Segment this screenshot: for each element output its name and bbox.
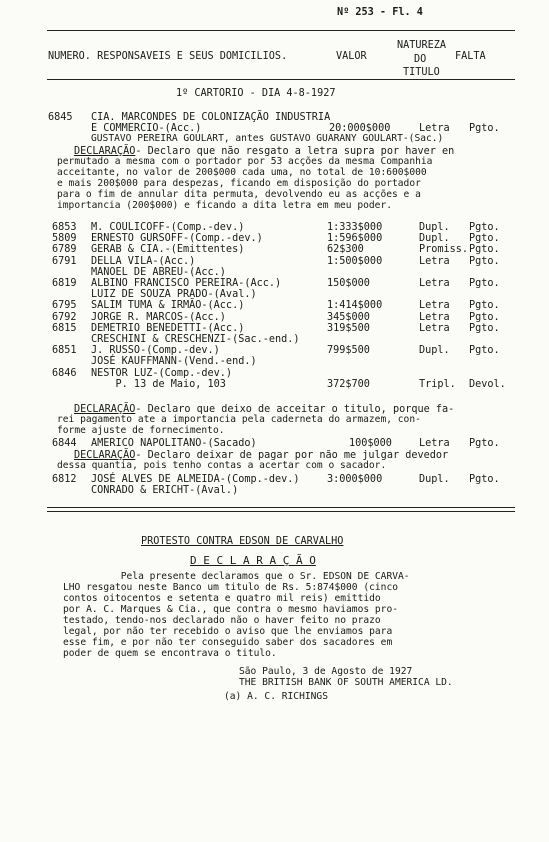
protest-line: testado, tendo-nos declarado não o haver feito no prazo (63, 615, 381, 626)
row-name: CRESCHINI & CRESCHENZI-(Sac.-end.) (91, 334, 300, 345)
entry-name: JOSÉ ALVES DE ALMEIDA-(Comp.-dev.) (91, 474, 300, 485)
entry-falta: Pgto. (469, 438, 500, 449)
declaracao-line: rei pagamento ate a importancia pela caderneta do armazem, con- (57, 414, 421, 425)
declaracao-text: - Declaro que não resgato a letra supra por haver en (135, 146, 455, 157)
entry-name-line: E COMMERCIO-(Acc.) (91, 123, 202, 134)
row-falta: Pgto. (469, 233, 500, 245)
row-falta: Pgto. (469, 322, 500, 334)
row-number: 6792 (52, 311, 77, 323)
entry-valor: 20:000$000 (329, 123, 391, 134)
row-number: 6851 (52, 345, 77, 357)
row-natureza: Letra (419, 278, 450, 289)
entry-valor: 3:000$000 (327, 474, 383, 485)
declaracao-line: forme ajuste de fornecimento. (57, 425, 225, 436)
row-name: JOSÉ KAUFFMANN-(Vend.-end.) (91, 356, 257, 368)
protest-title: PROTESTO CONTRA EDSON DE CARVALHO (141, 536, 344, 547)
row-number: 6815 (52, 322, 77, 334)
declaracao-line: importancia (200$000) e ficando a dita letra em meu poder. (57, 200, 393, 211)
declaracao-line: acceitante, no valor de 200$000 cada uma, no total de 10:600$000 (57, 167, 427, 178)
row-valor: 62$300 (327, 244, 364, 256)
entry-number: 6812 (52, 474, 77, 485)
row-falta: Pgto. (469, 300, 500, 312)
row-number: 6853 (52, 222, 77, 233)
row-number: 6791 (52, 255, 77, 267)
row-falta: Pgto. (469, 311, 500, 323)
protest-bank: THE BRITISH BANK OF SOUTH AMERICA LD. (239, 677, 453, 688)
section-title: 1º CARTORIO - DIA 4-8-1927 (176, 88, 336, 99)
row-number: 5809 (52, 233, 77, 245)
row-valor: 150$000 (327, 278, 370, 289)
entry-natureza: Letra (419, 123, 450, 134)
entry-name-line: GUSTAVO PEREIRA GOULART, antes GUSTAVO GUARANY GOULART-(Sac.) (91, 133, 444, 144)
protest-line: poder de quem se encontrava o titulo. (63, 648, 277, 659)
protest-subtitle: D E C L A R A Ç Ã O (190, 554, 316, 567)
row-natureza: Letra (419, 322, 450, 334)
row-valor: 319$500 (327, 322, 370, 334)
section-separator-rule (47, 511, 515, 512)
row-name: SALIM TUMA & IRMÃO-(Acc.) (91, 300, 245, 312)
declaracao-line: e mais 200$000 para despezas, ficando em disposição do portador (57, 178, 421, 189)
header-top-rule (47, 30, 515, 31)
protest-line: esse fim, e por não ter conseguido saber dos sacadores em (63, 637, 393, 648)
protest-line: LHO resgatou neste Banco um titulo de Rs. 5:874$000 (cinco (63, 582, 399, 593)
row-valor: 799$500 (327, 345, 370, 357)
row-name: ERNESTO GURSOFF-(Comp.-dev.) (91, 233, 263, 245)
entry-number: 6845 (48, 112, 73, 123)
row-falta: Pgto. (469, 345, 500, 357)
protest-line: Pela presente declaramos que o Sr. EDSON DE CARVA- (63, 571, 410, 582)
row-falta: Pgto. (469, 278, 500, 289)
row-natureza: Letra (419, 311, 450, 323)
entry-number: 6844 (52, 438, 77, 449)
protest-line: por A. C. Marques & Cia., que contra o mesmo haviamos pro- (63, 604, 399, 615)
header-natureza: NATUREZA (397, 40, 447, 51)
row-name: DEMETRIO BENEDETTI-(Acc.) (91, 322, 245, 334)
row-natureza: Promiss. (419, 244, 469, 256)
entry-natureza: Dupl. (419, 474, 450, 485)
header-titulo: TITULO (403, 67, 440, 78)
entry-falta: Pgto. (469, 474, 500, 485)
row-natureza: Dupl. (419, 345, 450, 357)
protest-signature: (a) A. C. RICHINGS (224, 691, 328, 702)
row-number: 6789 (52, 244, 77, 256)
declaracao-line: permutado a mesma com o portador por 53 acções da mesma Companhia (57, 156, 433, 167)
row-name: M. COULICOFF-(Comp.-dev.) (91, 222, 245, 233)
declaracao-line: dessa quantia, pois tenho contas a acertar com o sacador. (57, 460, 387, 471)
row-falta: Devol. (469, 378, 506, 390)
declaracao-line: para o fim de annular dita permuta, devolvendo eu as acções e a (57, 189, 421, 200)
row-natureza: Tripl. (419, 378, 456, 390)
section-separator-rule (47, 507, 515, 508)
declaracao-label: DECLARAÇÃO (74, 450, 136, 461)
entry-name-line: CIA. MARCONDES DE COLONIZAÇÃO INDUSTRIA (91, 112, 331, 123)
row-number: 6795 (52, 300, 77, 312)
header-numero-responsaveis: NUMERO. RESPONSAVEIS E SEUS DOMICILIOS. (48, 51, 288, 62)
row-falta: Pgto. (469, 255, 500, 267)
row-natureza: Dupl. (419, 233, 450, 245)
row-number: 6819 (52, 278, 77, 289)
header-do: DO (414, 54, 427, 65)
protest-line: contos oitocentos e setenta e quatro mil reis) emittido (63, 593, 381, 604)
row-number: 6846 (52, 367, 77, 379)
row-valor: 372$700 (327, 378, 370, 390)
row-valor: 1:596$000 (327, 233, 383, 245)
declaracao-label: DECLARAÇÃO (74, 146, 136, 157)
row-falta: Pgto. (469, 244, 500, 256)
header-falta: FALTA (455, 51, 486, 62)
row-falta: Pgto. (469, 222, 500, 233)
row-name: GERAB & CIA.-(Emittentes) (91, 244, 245, 256)
row-natureza: Dupl. (419, 222, 450, 233)
entry-valor: 100$000 (349, 438, 392, 449)
declaracao-text: - Declaro deixar de pagar por não me julgar devedor (135, 450, 449, 461)
page-number: Nº 253 - Fl. 4 (337, 7, 423, 18)
row-valor: 1:500$000 (327, 255, 383, 267)
row-natureza: Letra (419, 300, 450, 312)
entry-natureza: Letra (419, 438, 450, 449)
row-name: MANOEL DE ABREU-(Acc.) (91, 266, 226, 278)
entry-aval: CONRADO & ERICHT-(Aval.) (91, 485, 239, 496)
declaracao-text: - Declaro que deixo de acceitar o titulo, porque fa- (135, 404, 455, 415)
row-name: JORGE R. MARCOS-(Acc.) (91, 311, 226, 323)
entry-falta: Pgto. (469, 123, 500, 134)
entry-name: AMERICO NAPOLITANO-(Sacado) (91, 438, 257, 449)
protest-line: legal, por não ter recebido o aviso que lhe enviamos para (63, 626, 393, 637)
row-name: NESTOR LUZ-(Comp.-dev.) (91, 367, 233, 379)
row-valor: 345$000 (327, 311, 370, 323)
declaracao-label: DECLARAÇÃO (74, 404, 136, 415)
row-name: LUIZ DE SOUZA PRADO-(Aval.) (91, 289, 257, 301)
row-name: ALBINO FRANCISCO PEREIRA-(Acc.) (91, 278, 282, 289)
row-name: DELLA VILA-(Acc.) (91, 255, 196, 267)
protest-date: São Paulo, 3 de Agosto de 1927 (239, 666, 413, 677)
row-valor: 1:333$000 (327, 222, 383, 233)
row-natureza: Letra (419, 255, 450, 267)
row-name: J. RUSSO-(Comp.-dev.) (91, 345, 220, 357)
header-valor: VALOR (336, 51, 367, 62)
header-bottom-rule (47, 79, 515, 80)
row-name: P. 13 de Maio, 103 (91, 378, 226, 390)
row-valor: 1:414$000 (327, 300, 383, 312)
